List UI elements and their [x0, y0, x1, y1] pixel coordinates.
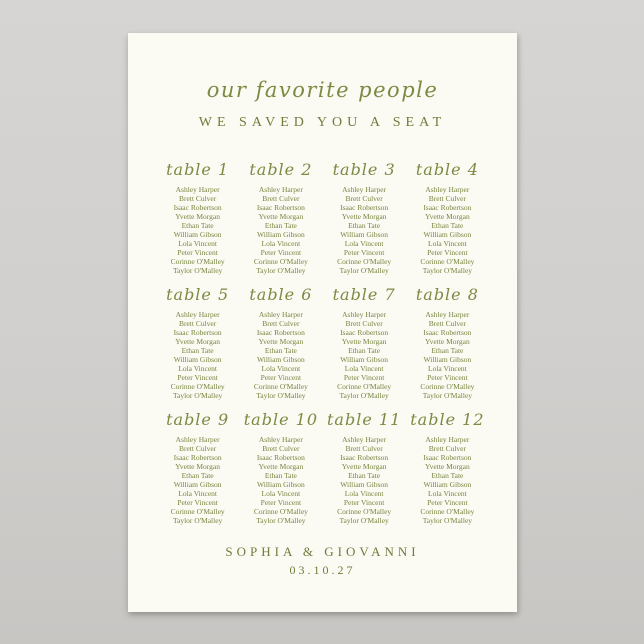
- guest-name: Taylor O'Malley: [256, 516, 306, 525]
- guest-list: [406, 435, 489, 525]
- guest-name: Lola Vincent: [261, 489, 301, 498]
- guest-name: Taylor O'Malley: [422, 266, 473, 275]
- guest-name: Ethan Tate: [348, 221, 381, 230]
- guest-name: Ashley Harper: [425, 310, 470, 319]
- table-label: table 3: [332, 160, 396, 179]
- table-block: [239, 285, 322, 400]
- table-block: [323, 410, 406, 525]
- table-label: table 5: [166, 285, 230, 304]
- guest-name: Yvette Morgan: [425, 212, 470, 221]
- table-label: table 1: [166, 160, 230, 179]
- guest-name: Isaac Robertson: [173, 203, 222, 212]
- guest-name: Yvette Morgan: [175, 337, 220, 346]
- table-block: [323, 285, 406, 400]
- guest-name: Lola Vincent: [178, 239, 218, 248]
- guest-name: Ethan Tate: [431, 346, 464, 355]
- guest-name: Lola Vincent: [427, 364, 467, 373]
- guest-name: Isaac Robertson: [256, 453, 305, 462]
- guest-list: [156, 185, 239, 275]
- guest-name: Yvette Morgan: [341, 337, 387, 346]
- guest-name: Isaac Robertson: [173, 453, 222, 462]
- table-label: table 8: [415, 285, 479, 304]
- guest-name: Yvette Morgan: [175, 462, 220, 471]
- table-label: table 10: [243, 410, 318, 429]
- guest-name: Brett Culver: [428, 444, 467, 453]
- guest-list: [239, 435, 322, 525]
- guest-name: Isaac Robertson: [340, 328, 389, 337]
- guest-name: Yvette Morgan: [341, 462, 387, 471]
- guest-name: Brett Culver: [178, 319, 217, 328]
- guest-name: Brett Culver: [178, 194, 217, 203]
- guest-name: Corinne O'Malley: [170, 257, 225, 266]
- guest-name: Isaac Robertson: [340, 203, 389, 212]
- guest-name: Ashley Harper: [258, 435, 303, 444]
- table-block: [156, 160, 239, 275]
- guest-name: Peter Vincent: [427, 498, 468, 507]
- guest-list: [323, 185, 406, 275]
- guest-name: Peter Vincent: [177, 248, 218, 257]
- guest-name: Isaac Robertson: [423, 453, 472, 462]
- guest-name: Corinne O'Malley: [337, 382, 392, 391]
- guest-name: Ashley Harper: [342, 185, 387, 194]
- guest-name: Lola Vincent: [344, 239, 384, 248]
- table-block: [323, 160, 406, 275]
- guest-name: Peter Vincent: [343, 498, 385, 507]
- guest-name: Lola Vincent: [344, 364, 384, 373]
- guest-name: Isaac Robertson: [423, 203, 472, 212]
- guest-name: Ashley Harper: [175, 185, 220, 194]
- guest-name: Corinne O'Malley: [337, 507, 392, 516]
- guest-name: William Gibson: [256, 230, 305, 239]
- guest-name: Brett Culver: [262, 444, 300, 453]
- guest-name: Brett Culver: [345, 444, 383, 453]
- guest-name: Isaac Robertson: [423, 328, 472, 337]
- guest-name: Taylor O'Malley: [422, 516, 473, 525]
- guest-list: [323, 310, 406, 400]
- guest-name: Taylor O'Malley: [339, 391, 389, 400]
- guest-list: [239, 185, 322, 275]
- guest-name: Corinne O'Malley: [420, 257, 475, 266]
- guest-name: Yvette Morgan: [175, 212, 220, 221]
- guest-name: Peter Vincent: [427, 373, 468, 382]
- table-label: table 7: [332, 285, 396, 304]
- guest-name: Peter Vincent: [177, 373, 218, 382]
- guest-name: Corinne O'Malley: [253, 507, 308, 516]
- guest-name: Ethan Tate: [431, 221, 464, 230]
- guest-name: Ethan Tate: [181, 471, 214, 480]
- guest-name: Ashley Harper: [175, 310, 220, 319]
- guest-name: William Gibson: [173, 230, 222, 239]
- table-label: table 9: [166, 410, 230, 429]
- guest-name: Taylor O'Malley: [256, 391, 306, 400]
- guest-name: Brett Culver: [345, 194, 383, 203]
- guest-name: Ashley Harper: [258, 310, 303, 319]
- guest-name: William Gibson: [340, 230, 389, 239]
- guest-name: Lola Vincent: [261, 239, 301, 248]
- guest-name: Peter Vincent: [343, 373, 385, 382]
- guest-name: William Gibson: [423, 230, 472, 239]
- guest-name: William Gibson: [256, 355, 305, 364]
- guest-name: William Gibson: [256, 480, 305, 489]
- table-label: table 6: [249, 285, 313, 304]
- guest-name: Lola Vincent: [178, 489, 218, 498]
- guest-name: Taylor O'Malley: [172, 391, 223, 400]
- guest-name: Yvette Morgan: [258, 212, 304, 221]
- table-block: [239, 410, 322, 525]
- guest-name: Ethan Tate: [264, 346, 297, 355]
- table-label: table 2: [249, 160, 313, 179]
- guest-name: Peter Vincent: [427, 248, 468, 257]
- guest-name: Ethan Tate: [348, 346, 381, 355]
- guest-name: Corinne O'Malley: [253, 382, 308, 391]
- guest-name: Ethan Tate: [264, 471, 297, 480]
- table-label: table 4: [415, 160, 479, 179]
- guest-name: Brett Culver: [428, 194, 467, 203]
- table-block: [406, 160, 489, 275]
- guest-name: Ethan Tate: [181, 346, 214, 355]
- guest-name: Ashley Harper: [342, 435, 387, 444]
- guest-name: Taylor O'Malley: [256, 266, 306, 275]
- guest-name: Taylor O'Malley: [339, 266, 389, 275]
- guest-list: [156, 310, 239, 400]
- guest-name: William Gibson: [340, 355, 389, 364]
- guest-name: Taylor O'Malley: [172, 266, 223, 275]
- guest-name: Brett Culver: [178, 444, 217, 453]
- guest-name: Ashley Harper: [258, 185, 303, 194]
- guest-name: Corinne O'Malley: [337, 257, 392, 266]
- guest-name: Corinne O'Malley: [420, 382, 475, 391]
- guest-name: Yvette Morgan: [258, 337, 304, 346]
- guest-name: Brett Culver: [345, 319, 383, 328]
- guest-name: Isaac Robertson: [256, 203, 305, 212]
- guest-name: Taylor O'Malley: [422, 391, 473, 400]
- guest-name: Taylor O'Malley: [339, 516, 389, 525]
- guest-list: [406, 185, 489, 275]
- guest-name: Ethan Tate: [264, 221, 297, 230]
- guest-name: Peter Vincent: [177, 498, 218, 507]
- tables-grid: [156, 160, 489, 525]
- guest-name: Brett Culver: [262, 194, 300, 203]
- guest-name: Brett Culver: [428, 319, 467, 328]
- guest-name: Yvette Morgan: [425, 337, 470, 346]
- guest-name: Isaac Robertson: [340, 453, 389, 462]
- guest-name: Lola Vincent: [427, 239, 467, 248]
- guest-name: Yvette Morgan: [258, 462, 304, 471]
- guest-name: Taylor O'Malley: [172, 516, 223, 525]
- guest-name: Ashley Harper: [342, 310, 387, 319]
- table-block: [406, 285, 489, 400]
- guest-name: Yvette Morgan: [341, 212, 387, 221]
- guest-list: [406, 310, 489, 400]
- guest-name: Ethan Tate: [181, 221, 214, 230]
- guest-name: Ashley Harper: [425, 185, 470, 194]
- guest-name: Lola Vincent: [261, 364, 301, 373]
- guest-name: William Gibson: [423, 480, 472, 489]
- header-main-title: WE SAVED YOU A SEAT: [198, 115, 447, 130]
- guest-list: [323, 435, 406, 525]
- guest-name: Corinne O'Malley: [170, 507, 225, 516]
- guest-name: Brett Culver: [262, 319, 300, 328]
- guest-name: Ashley Harper: [425, 435, 470, 444]
- guest-name: Lola Vincent: [427, 489, 467, 498]
- table-label: table 12: [410, 410, 485, 429]
- guest-name: Isaac Robertson: [173, 328, 222, 337]
- guest-list: [156, 435, 239, 525]
- seating-chart-poster: [128, 33, 517, 612]
- guest-list: [239, 310, 322, 400]
- guest-name: Peter Vincent: [260, 248, 302, 257]
- table-block: [239, 160, 322, 275]
- guest-name: Corinne O'Malley: [420, 507, 475, 516]
- guest-name: Lola Vincent: [178, 364, 218, 373]
- guest-name: Isaac Robertson: [256, 328, 305, 337]
- guest-name: Ethan Tate: [431, 471, 464, 480]
- guest-name: Corinne O'Malley: [170, 382, 225, 391]
- guest-name: Peter Vincent: [343, 248, 385, 257]
- guest-name: William Gibson: [173, 480, 222, 489]
- guest-name: William Gibson: [173, 355, 222, 364]
- guest-name: William Gibson: [340, 480, 389, 489]
- guest-name: Ashley Harper: [175, 435, 220, 444]
- table-block: [406, 410, 489, 525]
- guest-name: Yvette Morgan: [425, 462, 470, 471]
- footer-couple-names: SOPHIA & GIOVANNI: [225, 544, 420, 559]
- guest-name: Peter Vincent: [260, 498, 302, 507]
- guest-name: Corinne O'Malley: [253, 257, 308, 266]
- footer-wedding-date: 03.10.27: [289, 563, 356, 577]
- guest-name: Lola Vincent: [344, 489, 384, 498]
- guest-name: Ethan Tate: [348, 471, 381, 480]
- guest-name: William Gibson: [423, 355, 472, 364]
- table-block: [156, 285, 239, 400]
- table-label: table 11: [327, 410, 402, 429]
- header-script-title: our favorite people: [206, 78, 439, 102]
- table-block: [156, 410, 239, 525]
- guest-name: Peter Vincent: [260, 373, 302, 382]
